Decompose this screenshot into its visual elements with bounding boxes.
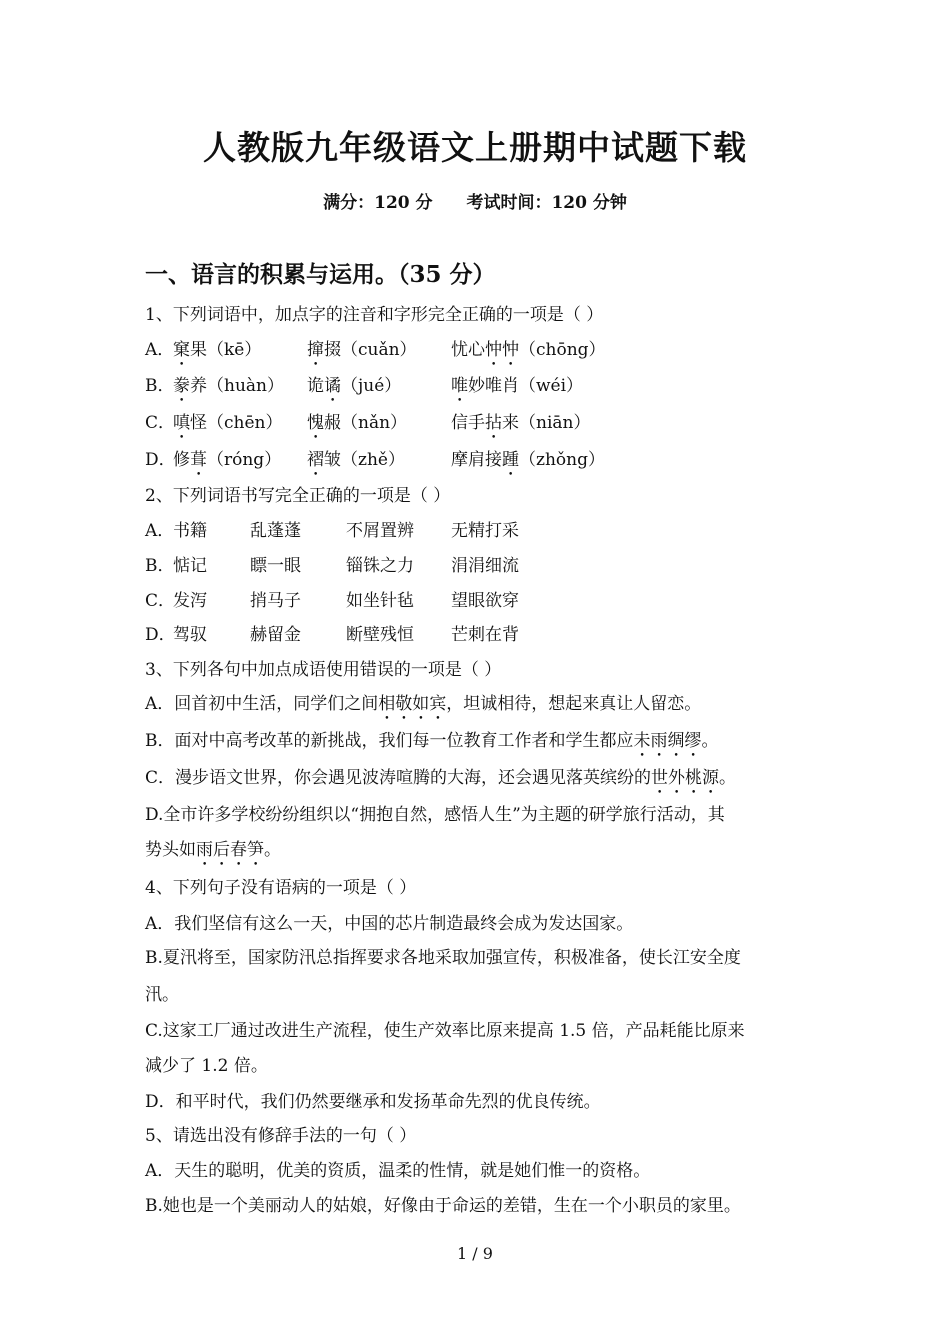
word-with-pinyin: 修葺（róng） — [173, 450, 282, 470]
word-with-pinyin: 诡谲（jué） — [307, 376, 402, 396]
word-with-pinyin: 忧心忡忡（chōng） — [451, 340, 606, 360]
question-3-stem: 3、下列各句中加点成语使用错误的一项是（ ） — [145, 660, 502, 680]
exam-info — [0, 188, 950, 213]
dotted-character: 豢 — [173, 376, 190, 396]
word-with-pinyin: 信手拈来（niān） — [451, 413, 591, 433]
dotted-character: 窠 — [173, 340, 190, 360]
emphasized-idiom: 世外桃源 — [651, 768, 720, 788]
word-with-pinyin: 撺掇（cuǎn） — [307, 340, 417, 360]
option-label: D． — [145, 625, 176, 645]
question-5-stem: 5、请选出没有修辞手法的一句（ ） — [145, 1126, 417, 1146]
option-label: C． — [145, 413, 176, 433]
dotted-character: 愧 — [307, 413, 324, 433]
question-4-option-d: D．和平时代，我们仍然要继承和发扬革命先烈的优良传统。 — [145, 1092, 601, 1112]
word-with-pinyin: 褶皱（zhě） — [307, 450, 405, 470]
emphasized-idiom: 未雨绸缪 — [633, 731, 702, 751]
word: 赫留金 — [250, 625, 301, 645]
word: 捎马子 — [250, 591, 301, 611]
word: 断壁残恒 — [346, 625, 414, 645]
dotted-character: 谲 — [324, 376, 341, 396]
question-4-stem: 4、下列句子没有语病的一项是（ ） — [145, 878, 417, 898]
dotted-character: 忡忡 — [485, 340, 519, 360]
word: 芒刺在背 — [451, 625, 519, 645]
question-4-option-c: C.这家工厂通过改进生产流程，使生产效率比原来提高 1.5 倍，产品耗能比原来 — [145, 1021, 745, 1041]
word: 无精打采 — [451, 521, 519, 541]
dotted-character: 葺 — [190, 450, 207, 470]
word: 驾驭 — [173, 625, 207, 645]
document-title: 人教版九年级语文上册期中试题下载 — [203, 128, 747, 167]
full-score: 满分：120 分 — [323, 193, 433, 213]
word: 书籍 — [173, 521, 207, 541]
question-4-option-c-cont: 减少了 1.2 倍。 — [145, 1056, 268, 1076]
option-label: C． — [145, 591, 176, 611]
word: 惦记 — [173, 556, 207, 576]
word: 乱蓬蓬 — [250, 521, 301, 541]
emphasized-idiom: 相敬如宾 — [378, 694, 447, 714]
word: 涓涓细流 — [451, 556, 519, 576]
page-number: 1 / 9 — [457, 1244, 493, 1263]
exam-time: 考试时间：120 分钟 — [466, 193, 627, 213]
word-with-pinyin: 愧赧（nǎn） — [307, 413, 408, 433]
dotted-character: 拈 — [485, 413, 502, 433]
question-3-option-b: B．面对中高考改革的新挑战，我们每一位教育工作者和学生都应未雨绸缪。 — [145, 731, 719, 751]
dotted-character: 唯 — [451, 376, 468, 396]
question-5-option-b: B.她也是一个美丽动人的姑娘，好像由于命运的差错，生在一个小职员的家里。 — [145, 1196, 741, 1216]
word: 锱铢之力 — [346, 556, 414, 576]
question-4-option-b: B.夏汛将至，国家防汛总指挥要求各地采取加强宣传，积极准备，使长江安全度 — [145, 948, 741, 968]
word-with-pinyin: 豢养（huàn） — [173, 376, 284, 396]
option-label: A． — [145, 521, 175, 541]
word-with-pinyin: 唯妙唯肖（wéi） — [451, 376, 584, 396]
question-1-stem: 1、下列词语中，加点字的注音和字形完全正确的一项是（ ） — [145, 305, 604, 325]
option-label: B． — [145, 556, 175, 576]
option-label: D． — [145, 450, 176, 470]
question-4-option-b-cont: 汛。 — [145, 985, 179, 1005]
word-with-pinyin: 摩肩接踵（zhǒng） — [451, 450, 605, 470]
emphasized-idiom: 雨后春笋 — [196, 840, 264, 860]
dotted-character: 嗔 — [173, 413, 190, 433]
dotted-character: 褶 — [307, 450, 324, 470]
word: 瞟一眼 — [250, 556, 301, 576]
word: 不屑置辨 — [346, 521, 414, 541]
question-2-stem: 2、下列词语书写完全正确的一项是（ ） — [145, 486, 451, 506]
question-3-option-c: C．漫步语文世界，你会遇见波涛喧腾的大海，还会遇见落英缤纷的世外桃源。 — [145, 768, 737, 788]
dotted-character: 撺 — [307, 340, 324, 360]
word: 发泻 — [173, 591, 207, 611]
word: 如坐针毡 — [346, 591, 414, 611]
question-3-option-d-cont: 势头如雨后春笋。 — [145, 840, 281, 860]
question-4-option-a: A．我们坚信有这么一天，中国的芯片制造最终会成为发达国家。 — [145, 914, 634, 934]
question-3-option-a: A．回首初中生活，同学们之间相敬如宾，坦诚相待，想起来真让人留恋。 — [145, 694, 702, 714]
question-5-option-a: A．天生的聪明，优美的资质，温柔的性情，就是她们惟一的资格。 — [145, 1161, 651, 1181]
section-heading: 一、语言的积累与运用。（35 分） — [145, 261, 496, 288]
option-label: A． — [145, 340, 175, 360]
word-with-pinyin: 窠果（kē） — [173, 340, 262, 360]
question-3-option-d: D.全市许多学校纷纷组织以“拥抱自然，感悟人生”为主题的研学旅行活动，其 — [145, 805, 725, 825]
dotted-character: 踵 — [502, 450, 519, 470]
word-with-pinyin: 嗔怪（chēn） — [173, 413, 283, 433]
word: 望眼欲穿 — [451, 591, 519, 611]
option-label: B． — [145, 376, 175, 396]
